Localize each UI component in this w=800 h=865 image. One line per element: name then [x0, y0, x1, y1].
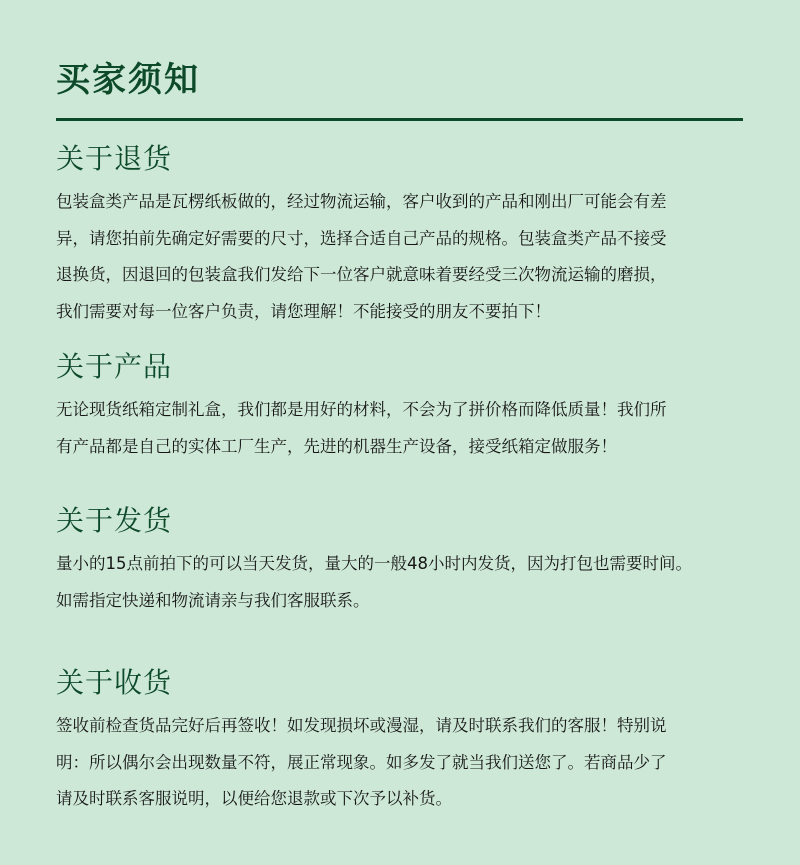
section-returns — [56, 140, 756, 330]
section-heading: 关于退货 — [56, 142, 173, 175]
body-line: 有产品都是自己的实体工厂生产，先进的机器生产设备，接受纸箱定做服务！ — [56, 436, 617, 456]
section-body — [56, 184, 756, 330]
section-products — [56, 348, 756, 465]
body-line: 异，请您拍前先确定好需要的尺寸，选择合适自己产品的规格。包装盒类产品不接受 — [56, 228, 667, 248]
body-line: 签收前检查货品完好后再签收！如发现损坏或漫湿，请及时联系我们的客服！特别说 — [56, 716, 667, 735]
body-line: 请及时联系客服说明，以便给您退款或下次予以补货。 — [56, 789, 452, 808]
section-heading: 关于收货 — [56, 666, 173, 699]
section-heading: 关于产品 — [56, 350, 173, 383]
body-line: 无论现货纸箱定制礼盒，我们都是用好的材料，不会为了拼价格而降低质量！我们所 — [56, 400, 667, 419]
body-line: 退换货，因退回的包装盒我们发给下一位客户就意味着要经受三次物流运输的磨损， — [56, 265, 667, 284]
body-line: 我们需要对每一位客户负责，请您理解！不能接受的朋友不要拍下！ — [56, 301, 551, 321]
body-line: 量小的15点前拍下的可以当天发货，量大的一般48小时内发货，因为打包也需要时间。 — [56, 554, 692, 573]
title-divider — [56, 118, 743, 121]
section-body — [56, 546, 756, 619]
body-line: 明：所以偶尔会出现数量不符，展正常现象。如多发了就当我们送您了。若商品少了 — [56, 752, 667, 772]
page-title: 买家须知 — [56, 60, 200, 100]
section-receiving — [56, 664, 756, 818]
body-line: 包装盒类产品是瓦楞纸板做的，经过物流运输，客户收到的产品和刚出厂可能会有差 — [56, 192, 667, 211]
section-body — [56, 392, 756, 465]
section-shipping — [56, 502, 756, 619]
body-line: 如需指定快递和物流请亲与我们客服联系。 — [56, 590, 370, 610]
section-heading: 关于发货 — [56, 504, 173, 537]
section-body — [56, 708, 756, 818]
